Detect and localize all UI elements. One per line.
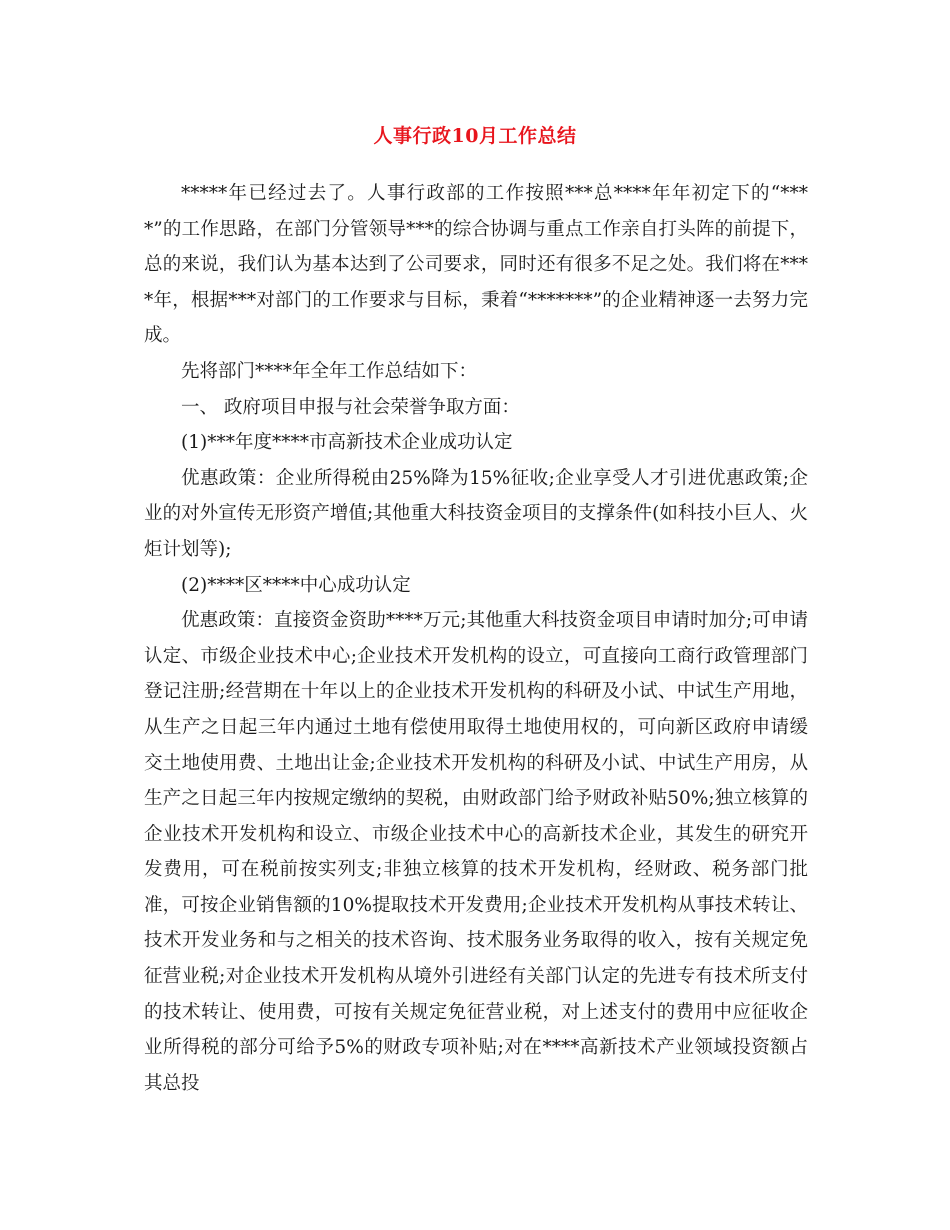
document-title: 人事行政10月工作总结 bbox=[373, 125, 577, 147]
subsection-heading-2: (2)****区****中心成功认定 bbox=[181, 574, 411, 596]
paragraph-intro: *****年已经过去了。人事行政部的工作按照***总****年年初定下的“****”的工作思路，在部门分管领导***的综合协调与重点工作亲自打头阵的前提下，总的来说，我们认为基本达到了公司要求，同时还有很多不足之处。我们将在****年，根据***对部门的工作要求与目标，秉着“*******”的企业精神逐一去努力完成。 bbox=[144, 183, 808, 347]
paragraph-summary-lead: 先将部门****年全年工作总结如下： bbox=[181, 360, 478, 382]
subsection-heading-1: (1)***年度****市高新技术企业成功认定 bbox=[181, 432, 513, 454]
paragraph-policy-2: 优惠政策：直接资金资助****万元;其他重大科技资金项目申请时加分;可申请认定、市级企业技术中心;企业技术开发机构的设立，可直接向工商行政管理部门登记注册;经营期在十年以上的企业技术开发机构的科研及小试、中试生产用地，从生产之日起三年内通过土地有偿使用取得土地使用权的，可向新区政府申请缓交土地使用费、土地出让金;企业技术开发机构的科研及小试、中试生产用房，从生产之日起三年内按规定缴纳的契税，由财政部门给予财政补贴50%;独立核算的企业技术开发机构和设立、市级企业技术中心的高新技术企业，其发生的研究开发费用，可在税前按实列支;非独立核算的技术开发机构，经财政、税务部门批准，可按企业销售额的10%提取技术开发费用;企业技术开发机构从事技术转让、技术开发业务和与之相关的技术咨询、技术服务业务取得的收入，按有关规定免征营业税;对企业技术开发机构从境外引进经有关部门认定的先进专有技术所支付的技术转让、使用费，可按有关规定免征营业税，对上述支付的费用中应征收企业所得税的部分可给予5%的财政专项补贴;对在****高新技术产业领域投资额占其总投 bbox=[144, 610, 808, 1094]
document-body bbox=[144, 176, 808, 1101]
section-heading-1: 一、 政府项目申报与社会荣誉争取方面： bbox=[181, 396, 520, 418]
paragraph-policy-1: 优惠政策：企业所得税由25%降为15%征收;企业享受人才引进优惠政策;企业的对外宣传无形资产增值;其他重大科技资金项目的支撑条件(如科技小巨人、火炬计划等); bbox=[144, 467, 808, 560]
